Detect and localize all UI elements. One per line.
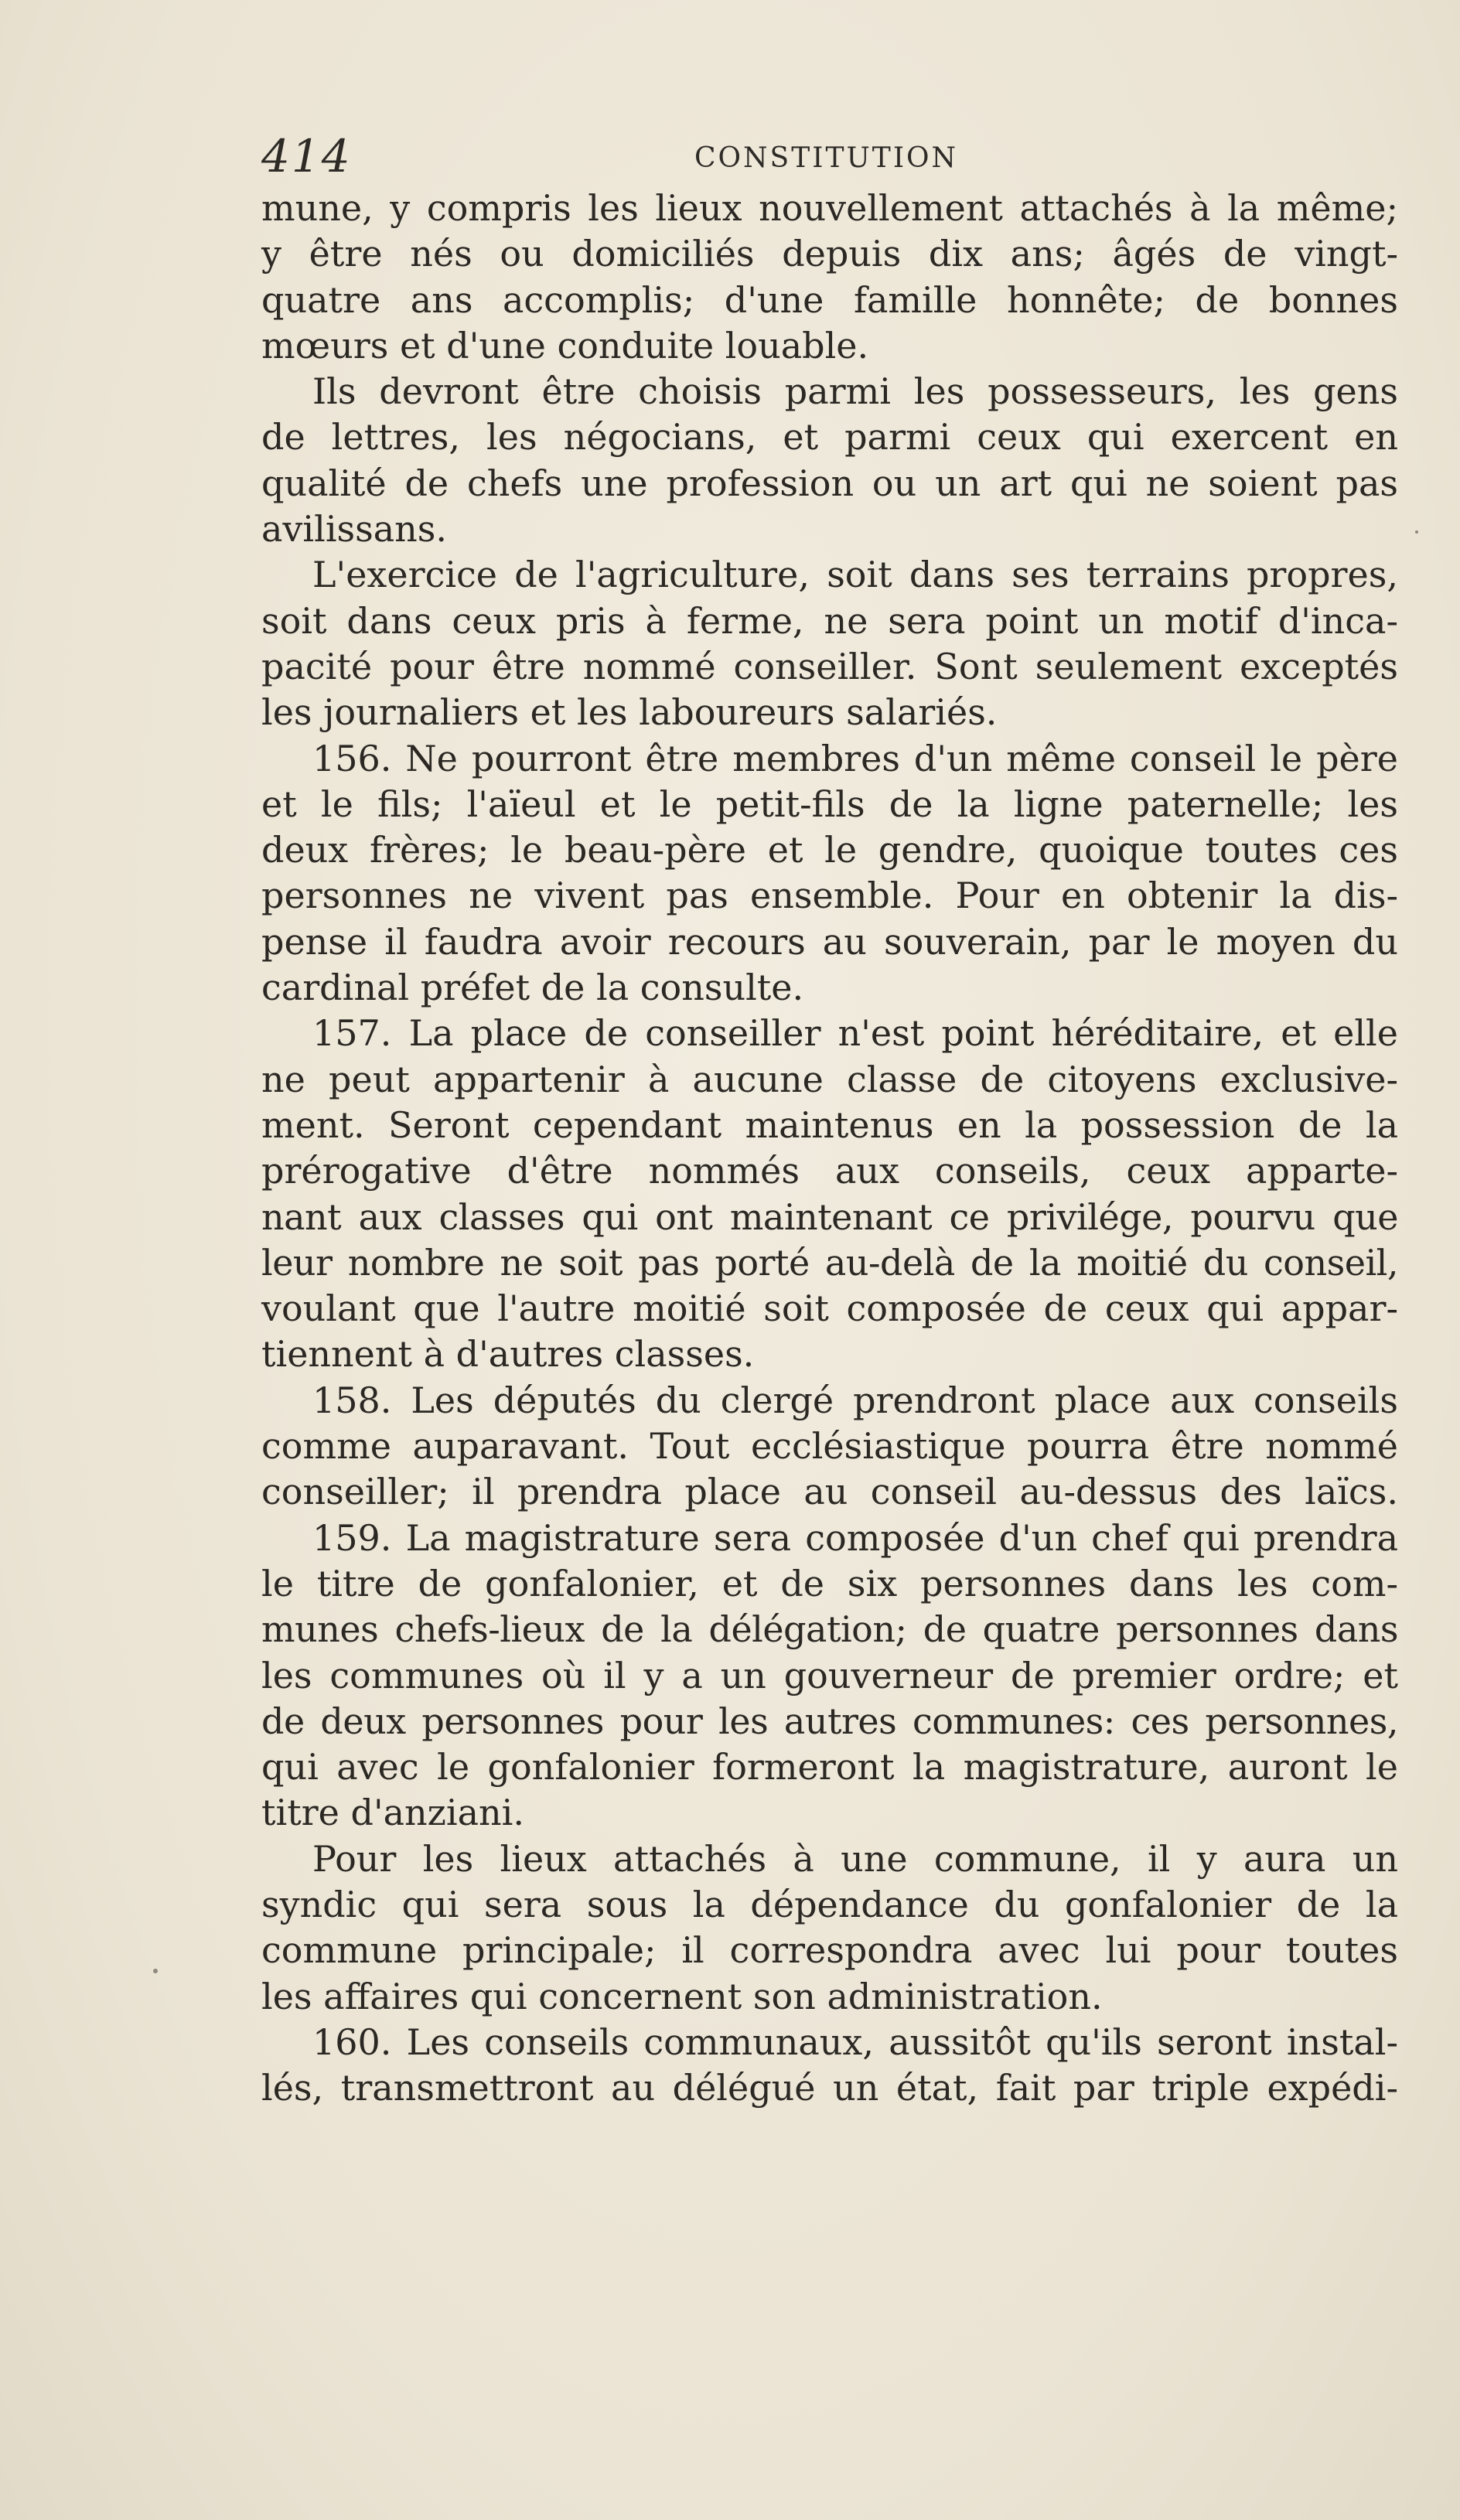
article-160-line: 160. Les conseils communaux, aussitôt qu'ils seront instal-	[312, 2020, 1398, 2063]
text-line: les affaires qui concernent son administration.	[261, 1975, 1103, 2017]
text-line: les communes où il y a un gouverneur de premier ordre; et	[261, 1654, 1398, 1696]
text-line: mœurs et d'une conduite louable.	[261, 324, 869, 367]
text-line: soit dans ceux pris à ferme, ne sera point un motif d'inca-	[261, 599, 1398, 642]
text-line: commune principale; il correspondra avec lui pour toutes	[261, 1929, 1398, 1972]
text-line: les journaliers et les laboureurs salariés.	[261, 691, 998, 734]
text-line: comme auparavant. Tout ecclésiastique pourra être nommé	[261, 1425, 1398, 1468]
text-line: munes chefs-lieux de la délégation; de quatre personnes dans	[261, 1608, 1398, 1651]
body-text	[261, 186, 1398, 2111]
text-line: syndic qui sera sous la dépendance du gonfalonier de la	[261, 1883, 1398, 1925]
text-line: qui avec le gonfalonier formeront la magistrature, auront le	[261, 1746, 1398, 1789]
text-line: personnes ne vivent pas ensemble. Pour en obtenir la dis-	[261, 875, 1398, 917]
paragraph-start-line: Ils devront être choisis parmi les possesseurs, les gens	[312, 370, 1398, 413]
text-line: deux frères; le beau-père et le gendre, quoique toutes ces	[261, 829, 1398, 871]
text-line: quatre ans accomplis; d'une famille honnête; de bonnes	[261, 278, 1398, 321]
page-header	[261, 130, 1406, 184]
text-line: ment. Seront cependant maintenus en la possession de la	[261, 1103, 1398, 1146]
paper-speck	[1415, 530, 1418, 534]
text-line: et le fils; l'aïeul et le petit-fils de la ligne paternelle; les	[261, 783, 1398, 825]
text-line: ne peut appartenir à aucune classe de citoyens exclusive-	[261, 1058, 1398, 1100]
text-line: mune, y compris les lieux nouvellement attachés à la même;	[261, 187, 1398, 229]
paper-speck	[153, 1969, 158, 1973]
text-line: voulant que l'autre moitié soit composée de ceux qui appar-	[261, 1287, 1398, 1330]
article-156-line: 156. Ne pourront être membres d'un même conseil le père	[312, 737, 1398, 779]
paragraph-start-line: Pour les lieux attachés à une commune, il y aura un	[312, 1837, 1398, 1880]
text-line: nant aux classes qui ont maintenant ce privilége, pourvu que	[261, 1195, 1398, 1238]
running-title: CONSTITUTION	[694, 142, 959, 174]
text-line: avilissans.	[261, 508, 448, 551]
page-number: 414	[261, 130, 352, 182]
text-line: tiennent à d'autres classes.	[261, 1333, 755, 1376]
paragraph-start-line: L'exercice de l'agriculture, soit dans ses terrains propres,	[312, 554, 1398, 596]
text-line: cardinal préfet de la consulte.	[261, 967, 804, 1009]
text-line: y être nés ou domiciliés depuis dix ans; âgés de vingt-	[261, 233, 1398, 275]
text-line: titre d'anziani.	[261, 1792, 524, 1834]
text-line: qualité de chefs une profession ou un art qui ne soient pas	[261, 462, 1398, 504]
text-line: pense il faudra avoir recours au souverain, par le moyen du	[261, 920, 1398, 963]
text-line: leur nombre ne soit pas porté au-delà de la moitié du conseil,	[261, 1241, 1398, 1284]
text-line: lés, transmettront au délégué un état, fait par triple expédi-	[261, 2067, 1398, 2109]
article-158-line: 158. Les députés du clergé prendront place aux conseils	[312, 1379, 1398, 1421]
article-159-line: 159. La magistrature sera composée d'un chef qui prendra	[312, 1516, 1398, 1559]
article-157-line: 157. La place de conseiller n'est point héréditaire, et elle	[312, 1012, 1398, 1055]
text-line: de lettres, les négocians, et parmi ceux qui exercent en	[261, 416, 1398, 459]
text-line: de deux personnes pour les autres communes: ces personnes,	[261, 1700, 1398, 1742]
text-line: conseiller; il prendra place au conseil au-dessus des laïcs.	[261, 1471, 1398, 1513]
text-line: pacité pour être nommé conseiller. Sont seulement exceptés	[261, 645, 1398, 687]
text-line: le titre de gonfalonier, et de six personnes dans les com-	[261, 1562, 1398, 1604]
text-line: prérogative d'être nommés aux conseils, ceux apparte-	[261, 1150, 1398, 1192]
